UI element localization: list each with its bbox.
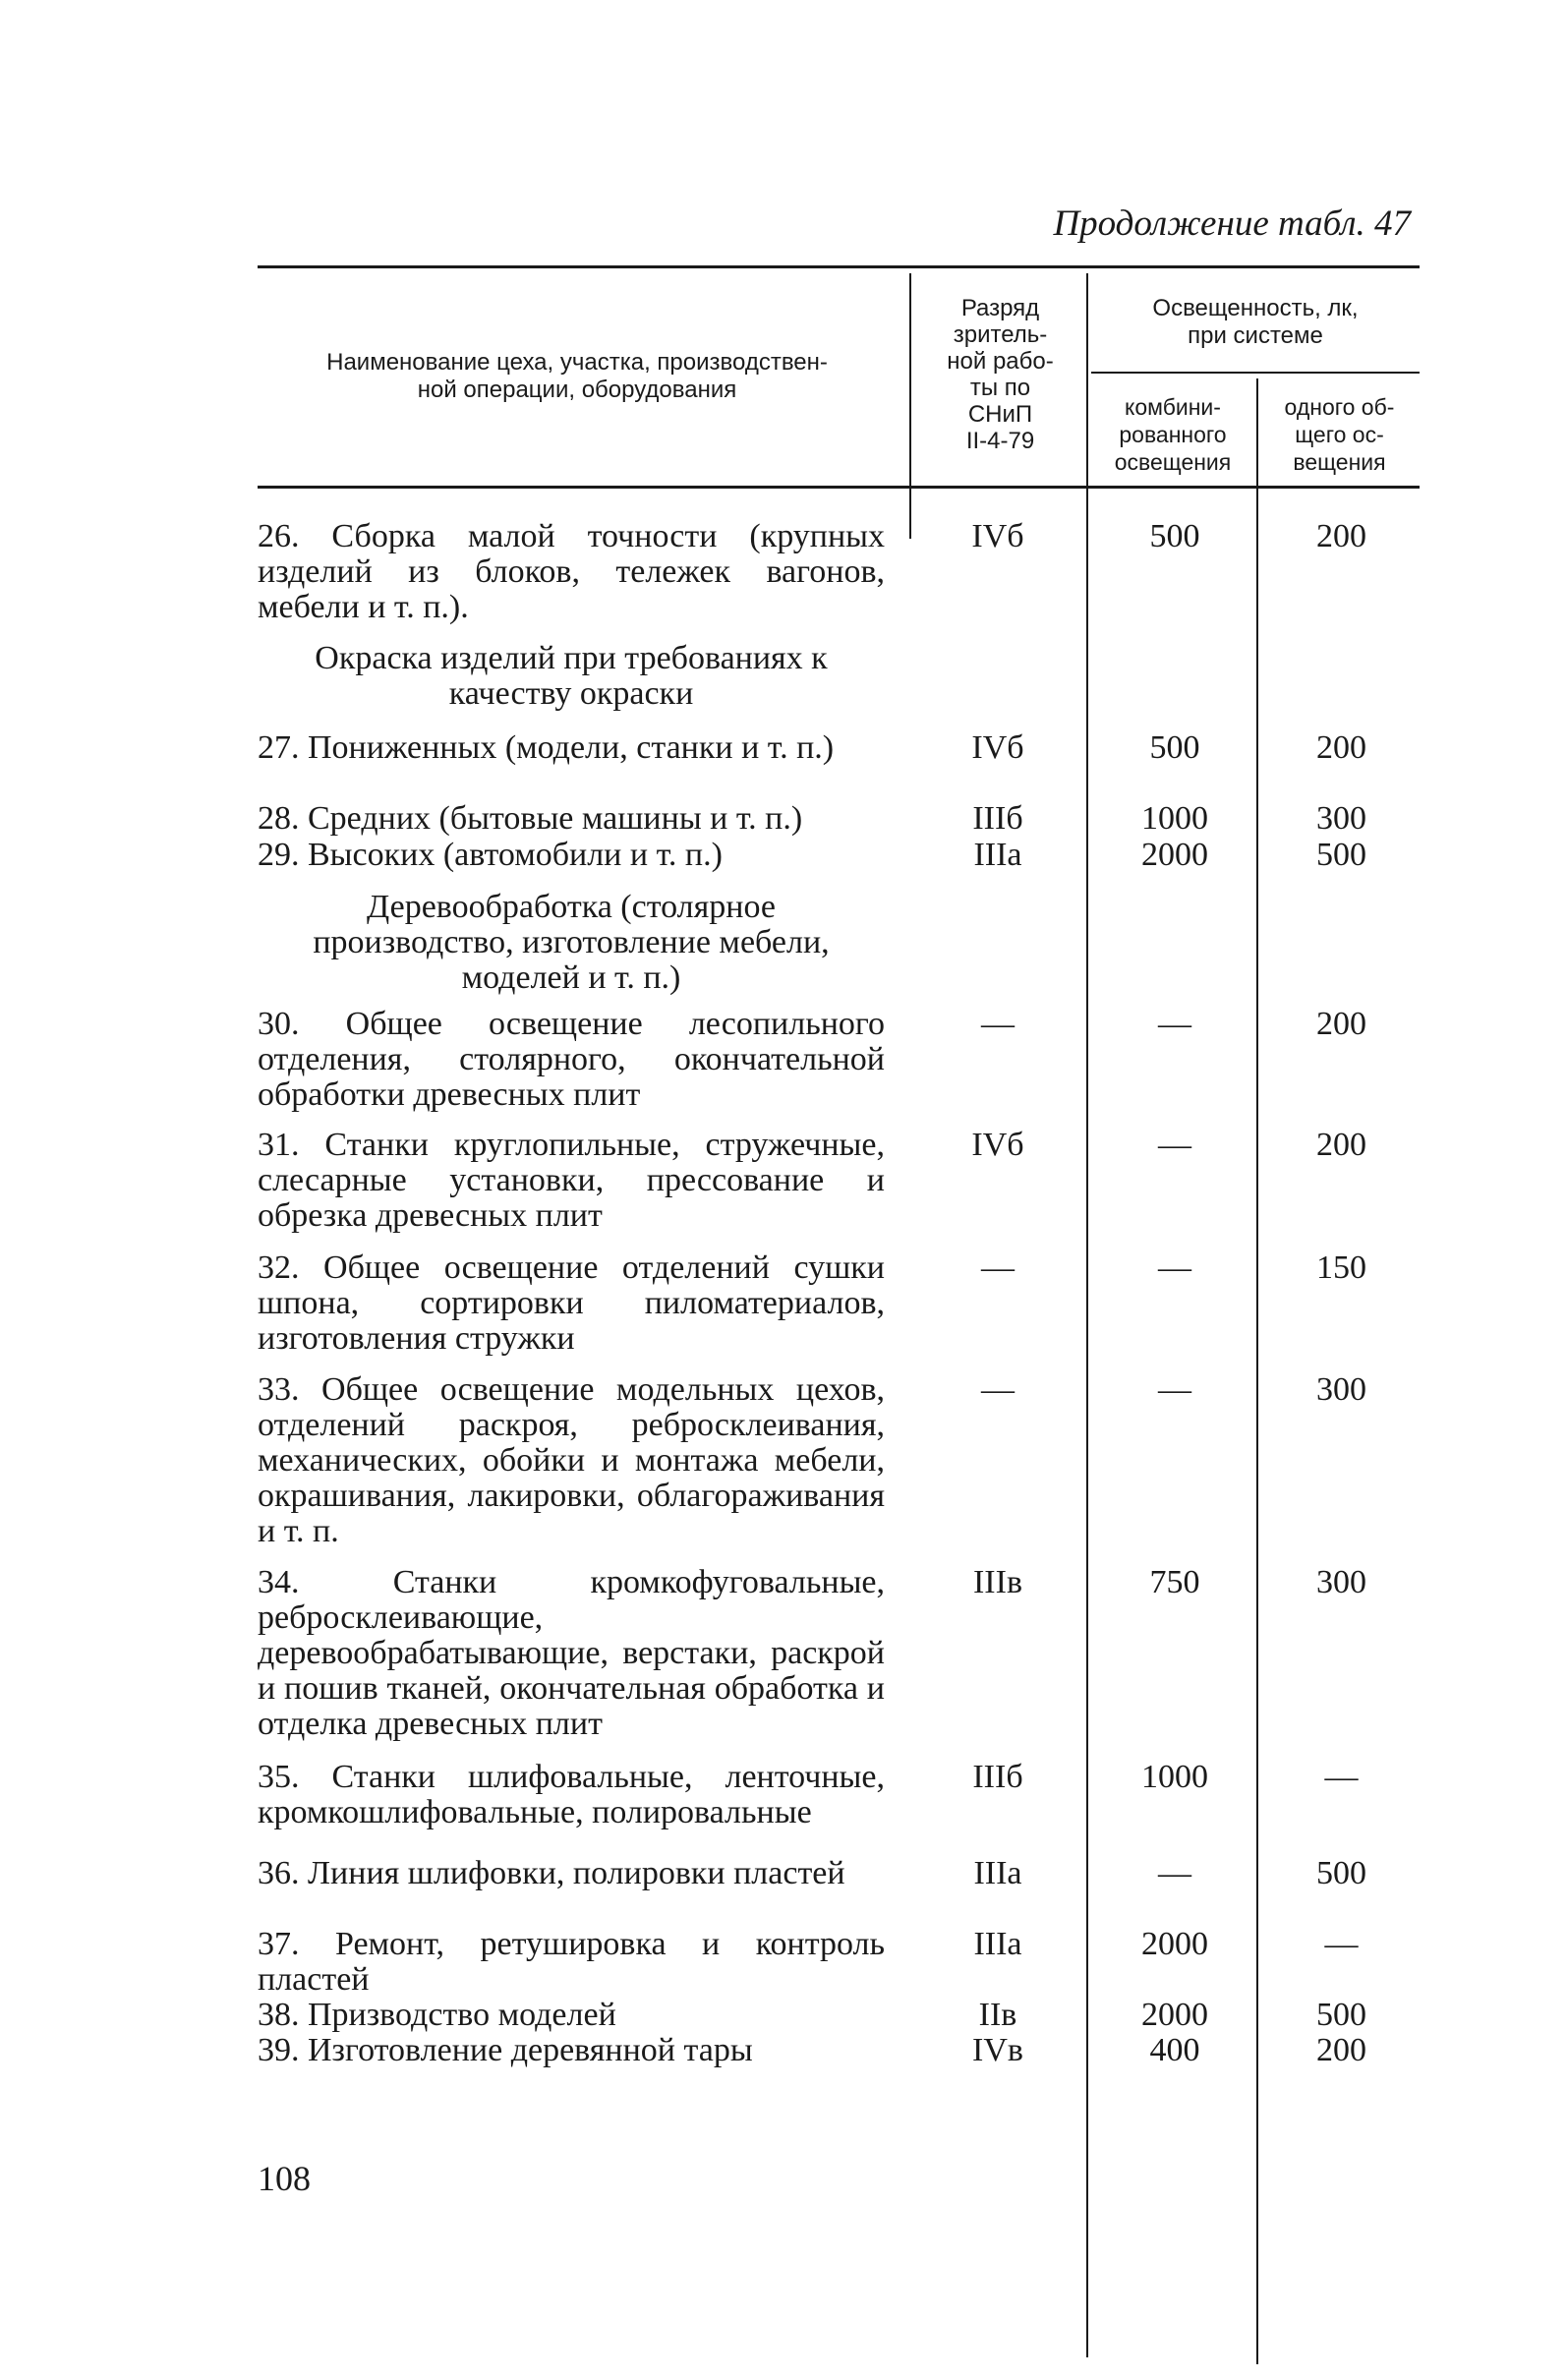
row-general: 150	[1316, 1249, 1366, 1286]
row-name: 34. Станки кромкофуговальные, ребросклеивающие, деревообрабатывающие, верстаки, раскрой и пошив тканей, окончательная обработка и отделка древесных плит	[258, 1564, 885, 1742]
row-category: —	[981, 1371, 1015, 1408]
row-name: 30. Общее освещение лесопильного отделения, столярного, окончательной обработки древесных плит	[258, 1006, 885, 1113]
header-combined-column: комбини- рованного освещения	[1114, 394, 1232, 475]
row-combined: 400	[1149, 2032, 1200, 2068]
row-name: 26. Сборка малой точности (крупных изделий из блоков, тележек вагонов, мебели и т. п.).	[258, 518, 885, 625]
row-general: 200	[1316, 2032, 1366, 2068]
row-combined: 1000	[1141, 800, 1208, 837]
row-general: 200	[1316, 518, 1366, 554]
row-combined: 500	[1149, 729, 1200, 766]
row-name: 32. Общее освещение отделений сушки шпона, сортировки пиломатериалов, изготовления стружки	[258, 1249, 885, 1357]
row-general: 200	[1316, 729, 1366, 766]
row-category: —	[981, 1249, 1015, 1286]
row-general: 200	[1316, 1006, 1366, 1042]
row-category: —	[981, 1006, 1015, 1042]
row-category: IIIб	[972, 800, 1023, 837]
row-category: IIв	[978, 1997, 1017, 2033]
row-category: IVб	[971, 729, 1024, 766]
row-name: 37. Ремонт, ретушировка и контроль пластей	[258, 1926, 885, 1998]
row-combined: 2000	[1141, 1997, 1208, 2033]
row-category: IIIа	[973, 1855, 1022, 1891]
row-combined: 750	[1149, 1564, 1200, 1600]
row-general: 500	[1316, 1997, 1366, 2033]
row-name: 33. Общее освещение модельных цехов, отделений раскроя, ребросклеивания, механических, обойки и монтажа мебели, окрашивания, лакировки, облагораживания и т. п.	[258, 1371, 885, 1549]
row-name: 39. Изготовление деревянной тары	[258, 2032, 753, 2068]
row-combined: —	[1158, 1006, 1191, 1042]
row-category: IIIб	[972, 1759, 1023, 1795]
section-title: Окраска изделий при требованиях к качеству окраски	[315, 640, 828, 712]
section-title: Деревообработка (столярное производство, изготовление мебели, моделей и т. п.)	[313, 889, 830, 996]
row-name: 35. Станки шлифовальные, ленточные, кромкошлифовальные, полировальные	[258, 1759, 885, 1830]
header-name-column: Наименование цеха, участка, производствен- ной операции, оборудования	[326, 349, 828, 403]
row-category: IVб	[971, 518, 1024, 554]
row-name: 29. Высоких (автомобили и т. п.)	[258, 837, 723, 873]
row-general: —	[1324, 1926, 1359, 1962]
header-illuminance-group: Освещенность, лк, при системе	[1152, 295, 1359, 349]
row-general: 300	[1316, 1371, 1366, 1408]
row-name: 36. Линия шлифовки, полировки пластей	[258, 1855, 845, 1891]
row-name: 31. Станки круглопильные, стружечные, слесарные установки, прессование и обрезка древесных плит	[258, 1127, 885, 1234]
row-category: IIIв	[972, 1564, 1023, 1600]
row-combined: —	[1158, 1127, 1191, 1163]
row-combined: —	[1158, 1371, 1191, 1408]
header-category-column: Разряд зритель- ной рабо- ты по СНиП II-4-79	[947, 295, 1054, 454]
row-name: 27. Пониженных (модели, станки и т. п.)	[258, 729, 835, 766]
page-number: 108	[258, 2159, 311, 2198]
row-combined: 2000	[1141, 837, 1208, 873]
row-combined: 500	[1149, 518, 1200, 554]
row-name: 38. Призводство моделей	[258, 1997, 616, 2033]
table-continuation-caption: Продолжение табл. 47	[1053, 203, 1411, 244]
header-general-column: одного об- щего ос- вещения	[1284, 394, 1395, 475]
row-category: IVб	[971, 1127, 1024, 1163]
row-general: 200	[1316, 1127, 1366, 1163]
row-combined: 2000	[1141, 1926, 1208, 1962]
row-general: 500	[1316, 837, 1366, 873]
row-combined: —	[1158, 1855, 1191, 1891]
row-general: 500	[1316, 1855, 1366, 1891]
row-category: IVв	[972, 2032, 1023, 2068]
row-combined: —	[1158, 1249, 1191, 1286]
row-general: 300	[1316, 1564, 1366, 1600]
row-general: —	[1324, 1759, 1359, 1795]
row-name: 28. Средних (бытовые машины и т. п.)	[258, 800, 803, 837]
row-category: IIIа	[973, 837, 1022, 873]
row-general: 300	[1316, 800, 1366, 837]
row-combined: 1000	[1141, 1759, 1208, 1795]
row-category: IIIа	[973, 1926, 1022, 1962]
